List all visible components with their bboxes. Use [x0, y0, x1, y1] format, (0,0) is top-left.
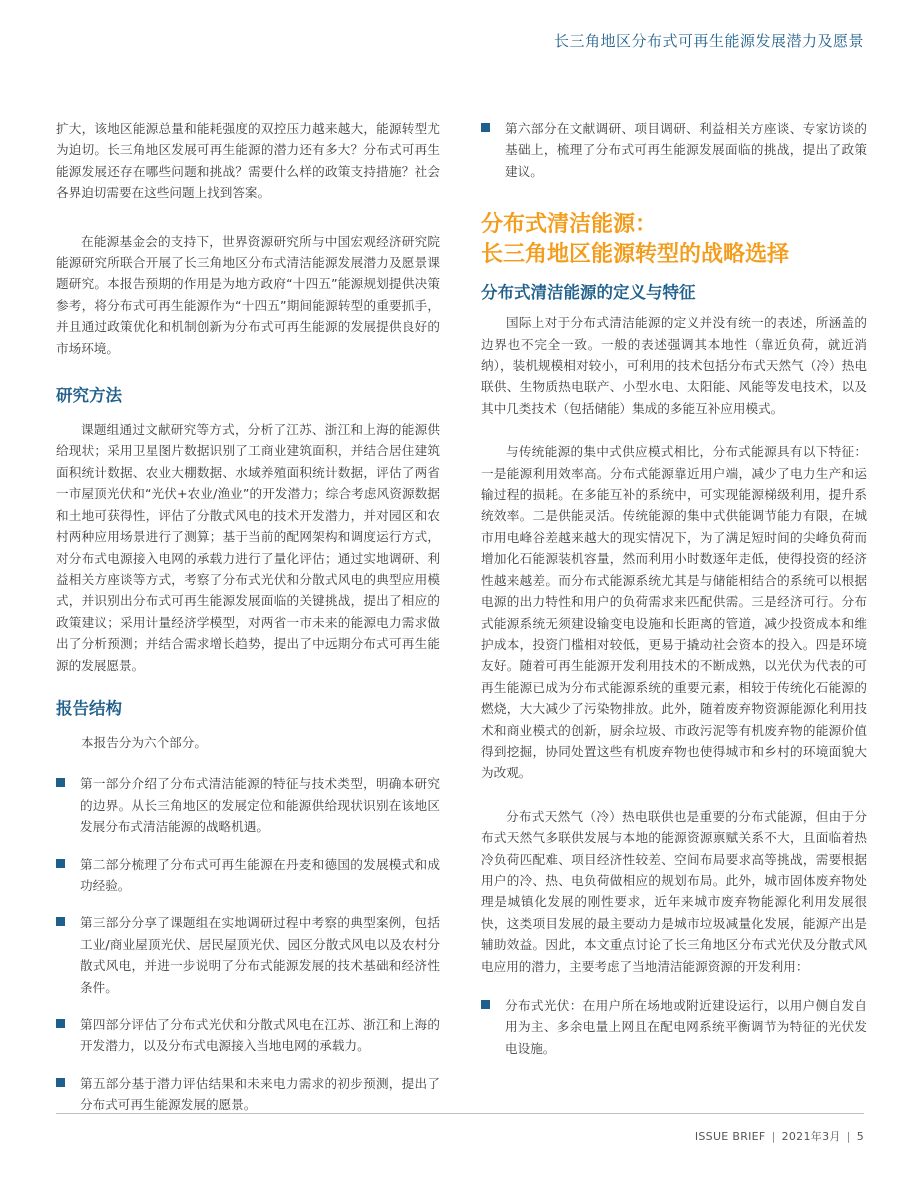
definition-heading: 分布式清洁能源的定义与特征 [481, 283, 696, 303]
square-bullet-icon [56, 778, 65, 787]
structure-intro: 本报告分为六个部分。 [81, 734, 207, 750]
chapter-heading-line1: 分布式清洁能源： [481, 212, 658, 238]
square-bullet-icon [481, 123, 490, 132]
chapter-heading [481, 210, 867, 270]
square-bullet-icon [481, 1000, 490, 1009]
left-column [56, 118, 440, 1132]
technology-bullet-list [481, 995, 867, 1059]
list-item: 第一部分介绍了分布式清洁能源的特征与技术类型，明确本研究的边界。从长三角地区的发展定位和能源供给现状识别在该地区发展分布式清洁能源的战略机遇。 [56, 773, 440, 837]
intro-paragraph-support: 在能源基金会的支持下，世界资源研究所与中国宏观经济研究院能源研究所联合开展了长三角地区分布式清洁能源发展潜力及愿景课题研究。本报告预期的作用是为地方政府“十四五”能源规划提供决策参考，将分布式可再生能源作为“十四五”期间能源转型的重要抓手，并且通过政策优化和机制创新为分布式可再生能源的发展提供良好的市场环境。 [56, 233, 440, 356]
list-item: 分布式光伏：在用户所在场地或附近建设运行，以用户侧自发自用为主、多余电量上网且在配电网系统平衡调节为特征的光伏发电设施。 [481, 995, 867, 1059]
publication-name: ISSUE BRIEF [694, 1130, 766, 1143]
page-number: 5 [856, 1130, 864, 1143]
publication-date: 2021年3月 [781, 1130, 841, 1143]
square-bullet-icon [56, 859, 65, 868]
list-item: 第四部分评估了分布式光伏和分散式风电在江苏、浙江和上海的开发潜力，以及分布式电源接入当地电网的承载力。 [56, 1014, 440, 1057]
list-item: 第三部分分享了课题组在实地调研过程中考察的典型案例，包括工业/商业屋顶光伏、居民屋顶光伏、园区分散式风电以及农村分散式风电，并进一步说明了分布式能源发展的技术基础和经济性条件。 [56, 912, 440, 998]
methods-paragraph: 课题组通过文献研究等方式，分析了江苏、浙江和上海的能源供给现状；采用卫星图片数据识别了工商业建筑面积，并结合居住建筑面积统计数据、农业大棚数据、水域养殖面积统计数据，评估了两省一市屋顶光伏和“光伏+农业/渔业”的开发潜力；综合考虑风资源数据和土地可获得性，评估了分散式风电的技术开发潜力，并对园区和农村两种应用场景进行了测算；基于当前的配网架构和调度运行方式，对分布式电源接入电网的承载力进行了量化评估；通过实地调研、利益相关方座谈等方式，考察了分布式光伏和分散式风电的典型应用模式，并识别出分布式可再生能源发展面临的关键挑战，提出了相应的政策建议；采用计量经济学模型，对两省一市未来的能源电力需求做出了分析预测；并结合需求增长趋势，提出了中远期分布式可再生能源的发展愿景。 [56, 422, 440, 673]
running-header-title: 长三角地区分布式可再生能源发展潜力及愿景 [553, 32, 864, 50]
structure-bullet-list-continued [481, 118, 867, 182]
square-bullet-icon [56, 1078, 65, 1087]
definition-paragraph-2: 与传统能源的集中式供应模式相比，分布式能源具有以下特征：一是能源利用效率高。分布式能源靠近用户端，减少了电力生产和运输过程的损耗。在多能互补的系统中，可实现能源梯级利用，提升系统效率。二是供能灵活。传统能源的集中式供能调节能力有限，在城市用电峰谷差越来越大的现实情况下，为了满足短时间的尖峰负荷而增加化石能源装机容量，然而利用小时数逐年走低，使得投资的经济性越来越差。而分布式能源系统尤其是与储能相结合的系统可以根据电源的出力特性和用户的负荷需求来匹配供需。三是经济可行。分布式能源系统无须建设输变电设施和长距离的管道，减少投资成本和维护成本，投资门槛相对较低，更易于撬动社会资本的投入。四是环境友好。随着可再生能源开发利用技术的不断成熟，以光伏为代表的可再生能源已成为分布式能源系统的重要元素，相较于传统化石能源的燃烧，大大减少了污染物排放。此外，随着废弃物资源能源化利用技术和商业模式的创新，厨余垃圾、市政污泥等有机废弃物的能源价值得到挖掘，协同处置这些有机废弃物也使得城市和乡村的环境面貌大为改观。 [481, 444, 867, 781]
list-item: 第六部分在文献调研、项目调研、利益相关方座谈、专家访谈的基础上，梳理了分布式可再生能源发展面临的挑战，提出了政策建议。 [481, 118, 867, 182]
definition-paragraph-3: 分布式天然气（冷）热电联供也是重要的分布式能源，但由于分布式天然气多联供发展与本地的能源资源禀赋关系不大，且面临着热冷负荷匹配难、项目经济性较差、空间布局要求高等挑战，需要根据用户的冷、热、电负荷做相应的规划布局。此外，城市固体废弃物处理是城镇化发展的刚性要求，近年来城市废弃物能源化利用发展很快，这类项目发展的最主要动力是城市垃圾减量化发展，能源产出是辅助效益。因此，本文重点讨论了长三角地区分布式光伏及分散式风电应用的潜力，主要考虑了当地清洁能源资源的开发利用： [481, 808, 867, 974]
chapter-heading-line2: 长三角地区能源转型的战略选择 [481, 242, 790, 268]
structure-heading: 报告结构 [56, 698, 122, 718]
definition-paragraph-1: 国际上对于分布式清洁能源的定义并没有统一的表述，所涵盖的边界也不完全一致。一般的表述强调其本地性（靠近负荷，就近消纳），装机规模相对较小，可利用的技术包括分布式天然气（冷）热电联供、生物质热电联产、小型水电、太阳能、风能等发电技术，以及其中几类技术（包括储能）集成的多能互补应用模式。 [481, 315, 867, 416]
footer-divider [56, 1113, 864, 1114]
right-column [481, 118, 867, 1075]
structure-bullet-list [56, 773, 440, 1115]
intro-paragraph-continued: 扩大，该地区能源总量和能耗强度的双控压力越来越大，能源转型尤为迫切。长三角地区发展可再生能源的潜力还有多大？分布式可再生能源发展还存在哪些问题和挑战？需要什么样的政策支持措施？社会各界迫切需要在这些问题上找到答案。 [56, 121, 440, 201]
page-footer: ISSUE BRIEF | 2021年3月 | 5 [694, 1130, 864, 1143]
square-bullet-icon [56, 1019, 65, 1028]
methods-heading: 研究方法 [56, 386, 122, 406]
square-bullet-icon [56, 917, 65, 926]
list-item: 第五部分基于潜力评估结果和未来电力需求的初步预测，提出了分布式可再生能源发展的愿景。 [56, 1073, 440, 1116]
list-item: 第二部分梳理了分布式可再生能源在丹麦和德国的发展模式和成功经验。 [56, 854, 440, 897]
